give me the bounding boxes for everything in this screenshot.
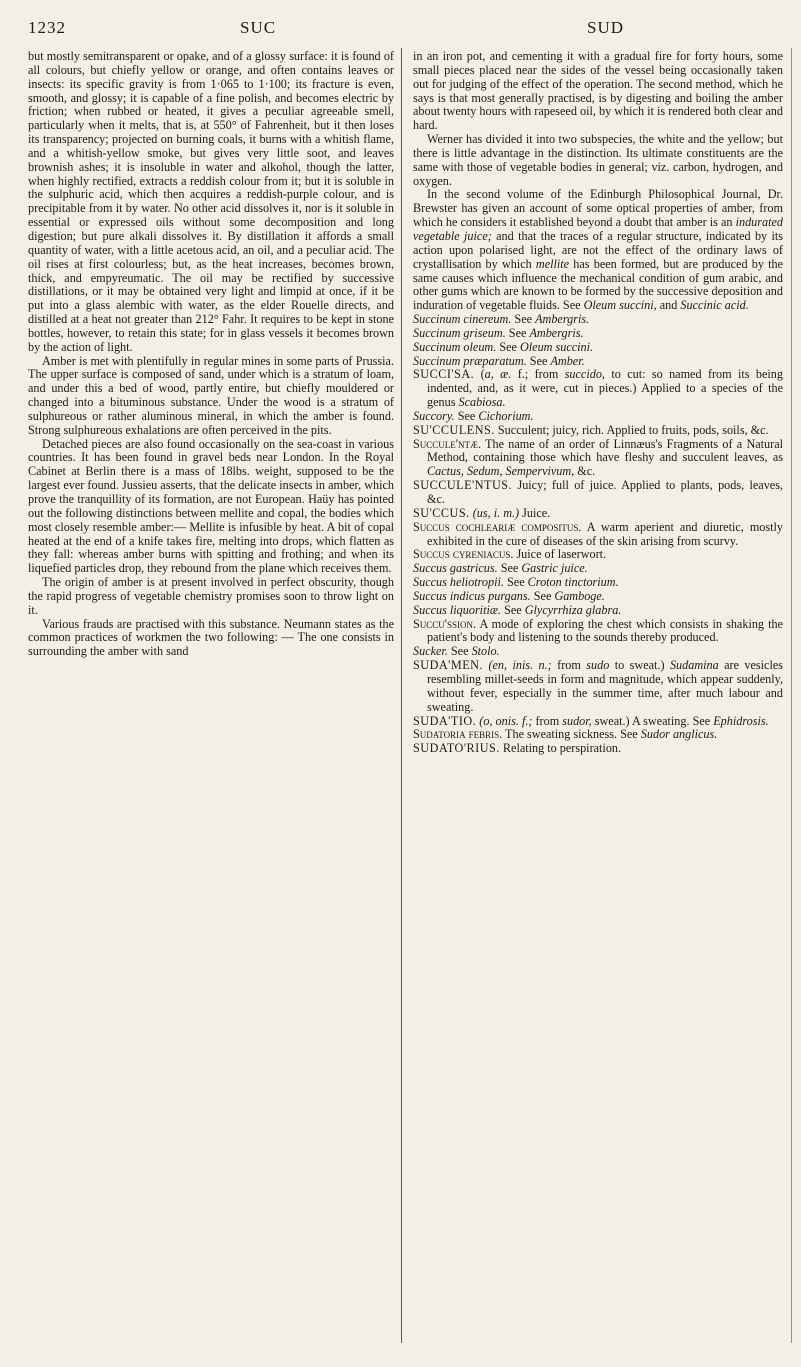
entry-succus-cyreniacus: Succus cyreniacus. Juice of laserwort. (413, 547, 607, 562)
page-edge-line (791, 48, 792, 1343)
entry-sudatorius: SUDATO'RIUS. Relating to perspiration. (413, 741, 622, 756)
entry-succus-cochleariae: Succus cochleariæ compositus. A warm aperient and diuretic, mostly exhibited in the cure of diseases of the skin arising from scurvy. (413, 519, 783, 548)
column-divider (401, 48, 402, 1343)
entry-succulentus: SUCCULE'NTUS. Juicy; full of juice. Applied to plants, pods, leaves, &c. (413, 478, 783, 506)
cross-reference: Sucker. See Stolo. (413, 644, 500, 659)
page-number: 1232 (28, 18, 66, 37)
entry-succulentae: Succule'ntæ. The name of an order of Linnæus's Fragments of a Natural Method, containing those which have fleshy and succulent leaves, as Cactus, Sedum, Sempervivum, &c. (413, 436, 783, 479)
left-guide-word: SUC (240, 18, 277, 37)
entry-sudamen: SUDA'MEN. (en, inis. n.; from sudo to sweat.) Sudamina are vesicles resembling millet-seeds in form and magnitude, which appear suddenly, without fever, especially in the summer time, after much labour and sweating. (413, 658, 783, 714)
right-column (413, 50, 783, 1340)
left-column (28, 50, 394, 1340)
cross-reference: Succus liquoritiæ. See Glycyrrhiza glabra. (413, 602, 622, 617)
cross-reference: Succory. See Cichorium. (413, 408, 534, 423)
entry-sudatoria-febris: Sudatoria febris. The sweating sickness. See Sudor anglicus. (413, 727, 718, 742)
paragraph: In the second volume of the Edinburgh Philosophical Journal, Dr. Brewster has given an account of some optical properties of amber, from which he considers it established beyond a doubt that amber is an indurated vegetable juice; and that the traces of a regular structure, indicated by its action upon polarised light, are not the effect of the ordinary laws of crystallisation by which mellite has been formed, but are produced by the same causes which influence the mechanical condition of gum arabic, and other gums which are known to be formed by the successive deposition and induration of vegetable fluids. See Oleum succini, and Succinic acid. (413, 187, 783, 313)
cross-reference: Succinum præparatum. See Amber. (413, 353, 585, 368)
entry-succus: SU'CCUS. (us, i. m.) Juice. (413, 505, 551, 520)
paragraph: Various frauds are practised with this substance. Neumann states as the common practices of workmen the two following: — The one consists in surrounding the amber with sand (28, 616, 394, 659)
cross-reference: Succus gastricus. See Gastric juice. (413, 561, 588, 576)
paragraph: Werner has divided it into two subspecies, the white and the yellow; but there is little advantage in the distinction. Its ultimate constituents are the same with those of vegetable bodies in general; viz. carbon, hydrogen, and oxygen. (413, 132, 783, 188)
entry-succisa: SUCCI'SA. (a, æ. f.; from succido, to cut: so named from its being indented, and, as it were, cut in pieces.) Applied to a species of the genus Scabiosa. (413, 367, 783, 410)
paragraph: but mostly semitransparent or opake, and of a glossy surface: it is found of all colours, but chiefly yellow or orange, and often contains leaves or insects: its specific gravity is from 1·065 to 1·100; its fracture is even, smooth, and glossy; it is capable of a fine polish, and becomes electric by friction; when rubbed or heated, it gives a peculiar agreeable smell, particularly when it melts, that is, at 550° of Fahrenheit, but it then loses its transparency; projected on burning coals, it burns with a whitish flame, and a whitish-yellow smoke, but gives very little soot, and leaves brownish ashes; it is insoluble in water and alkohol, though the latter, when highly rectified, extracts a reddish colour from it; but it is soluble in the sulphuric acid, which then acquires a reddish-purple colour, and is precipitable from it by water. No other acid dissolves it, nor is it soluble in essential or expressed oils without some decomposition and long digestion; but pure alkali dissolves it. By distillation it affords a small quantity of water, with a little acetous acid, an oil, and a peculiar acid. The oil rises at first colourless; but, as the heat increases, becomes brown, thick, and empyreumatic. The oil may be rectified by successive distillations, or it may be obtained very light and limpid at once, if it be put into a glass alembic with water, as the elder Rouelle directs, and distilled at a heat not greater than 212° Fahr. It requires to be kept in stone bottles, however, to retain this state; for in glass vessels it becomes brown by the action of light. (28, 50, 394, 354)
cross-reference: Succinum cinereum. See Ambergris. (413, 312, 590, 327)
paragraph: The origin of amber is at present involved in perfect obscurity, though the rapid progress of vegetable chemistry promises soon to throw light on it. (28, 575, 394, 617)
paragraph: in an iron pot, and cementing it with a gradual fire for forty hours, some small pieces placed near the sides of the vessel being occasionally taken out for judging of the effect of the operation. The second method, which he says is that most generally practised, is by digesting and boiling the amber about twenty hours with rapeseed oil, by which it is rendered both clear and hard. (413, 50, 783, 133)
right-guide-word: SUD (587, 18, 625, 37)
paragraph: Detached pieces are also found occasionally on the sea-coast in various countries. It has been found in gravel beds near London. In the Royal Cabinet at Berlin there is a mass of 18lbs. weight, supposed to be the largest ever found. Jussieu asserts, that the delicate insects in amber, which prove the tranquillity of its formation, are not European. Haüy has pointed out the following distinctions between mellite and copal, the bodies which most closely resemble amber:— Mellite is infusible by heat. A bit of copal heated at the end of a knife takes fire, melting into drops, which flatten as they fall: whereas amber burns with spitting and frothing; and when its liquefied particles drop, they rebound from the plane which receives them. (28, 436, 394, 576)
entry-sudatio: SUDA'TIO. (o, onis. f.; from sudor, sweat.) A sweating. See Ephidrosis. (413, 713, 769, 728)
cross-reference: Succinum oleum. See Oleum succini. (413, 339, 594, 354)
entry-succulens: SU'CCULENS. Succulent; juicy, rich. Applied to fruits, pods, soils, &c. (413, 422, 769, 437)
running-header (0, 18, 801, 40)
entry-succussion: Succu'ssion. A mode of exploring the chest which consists in shaking the patient's body and listening to the sounds thereby produced. (413, 616, 783, 645)
cross-reference: Succus indicus purgans. See Gamboge. (413, 588, 605, 603)
cross-reference: Succinum griseum. See Ambergris. (413, 325, 584, 340)
paragraph: Amber is met with plentifully in regular mines in some parts of Prussia. The upper surface is composed of sand, under which is a stratum of loam, and under this a bed of wood, partly entire, but chiefly mouldered or changed into a bituminous substance. Under the wood is a stratum of sulphureous or rather aluminous mineral, in which the amber is found. Strong sulphureous exhalations are often perceived in the pits. (28, 353, 394, 437)
cross-reference: Succus heliotropii. See Croton tinctorium. (413, 575, 619, 590)
